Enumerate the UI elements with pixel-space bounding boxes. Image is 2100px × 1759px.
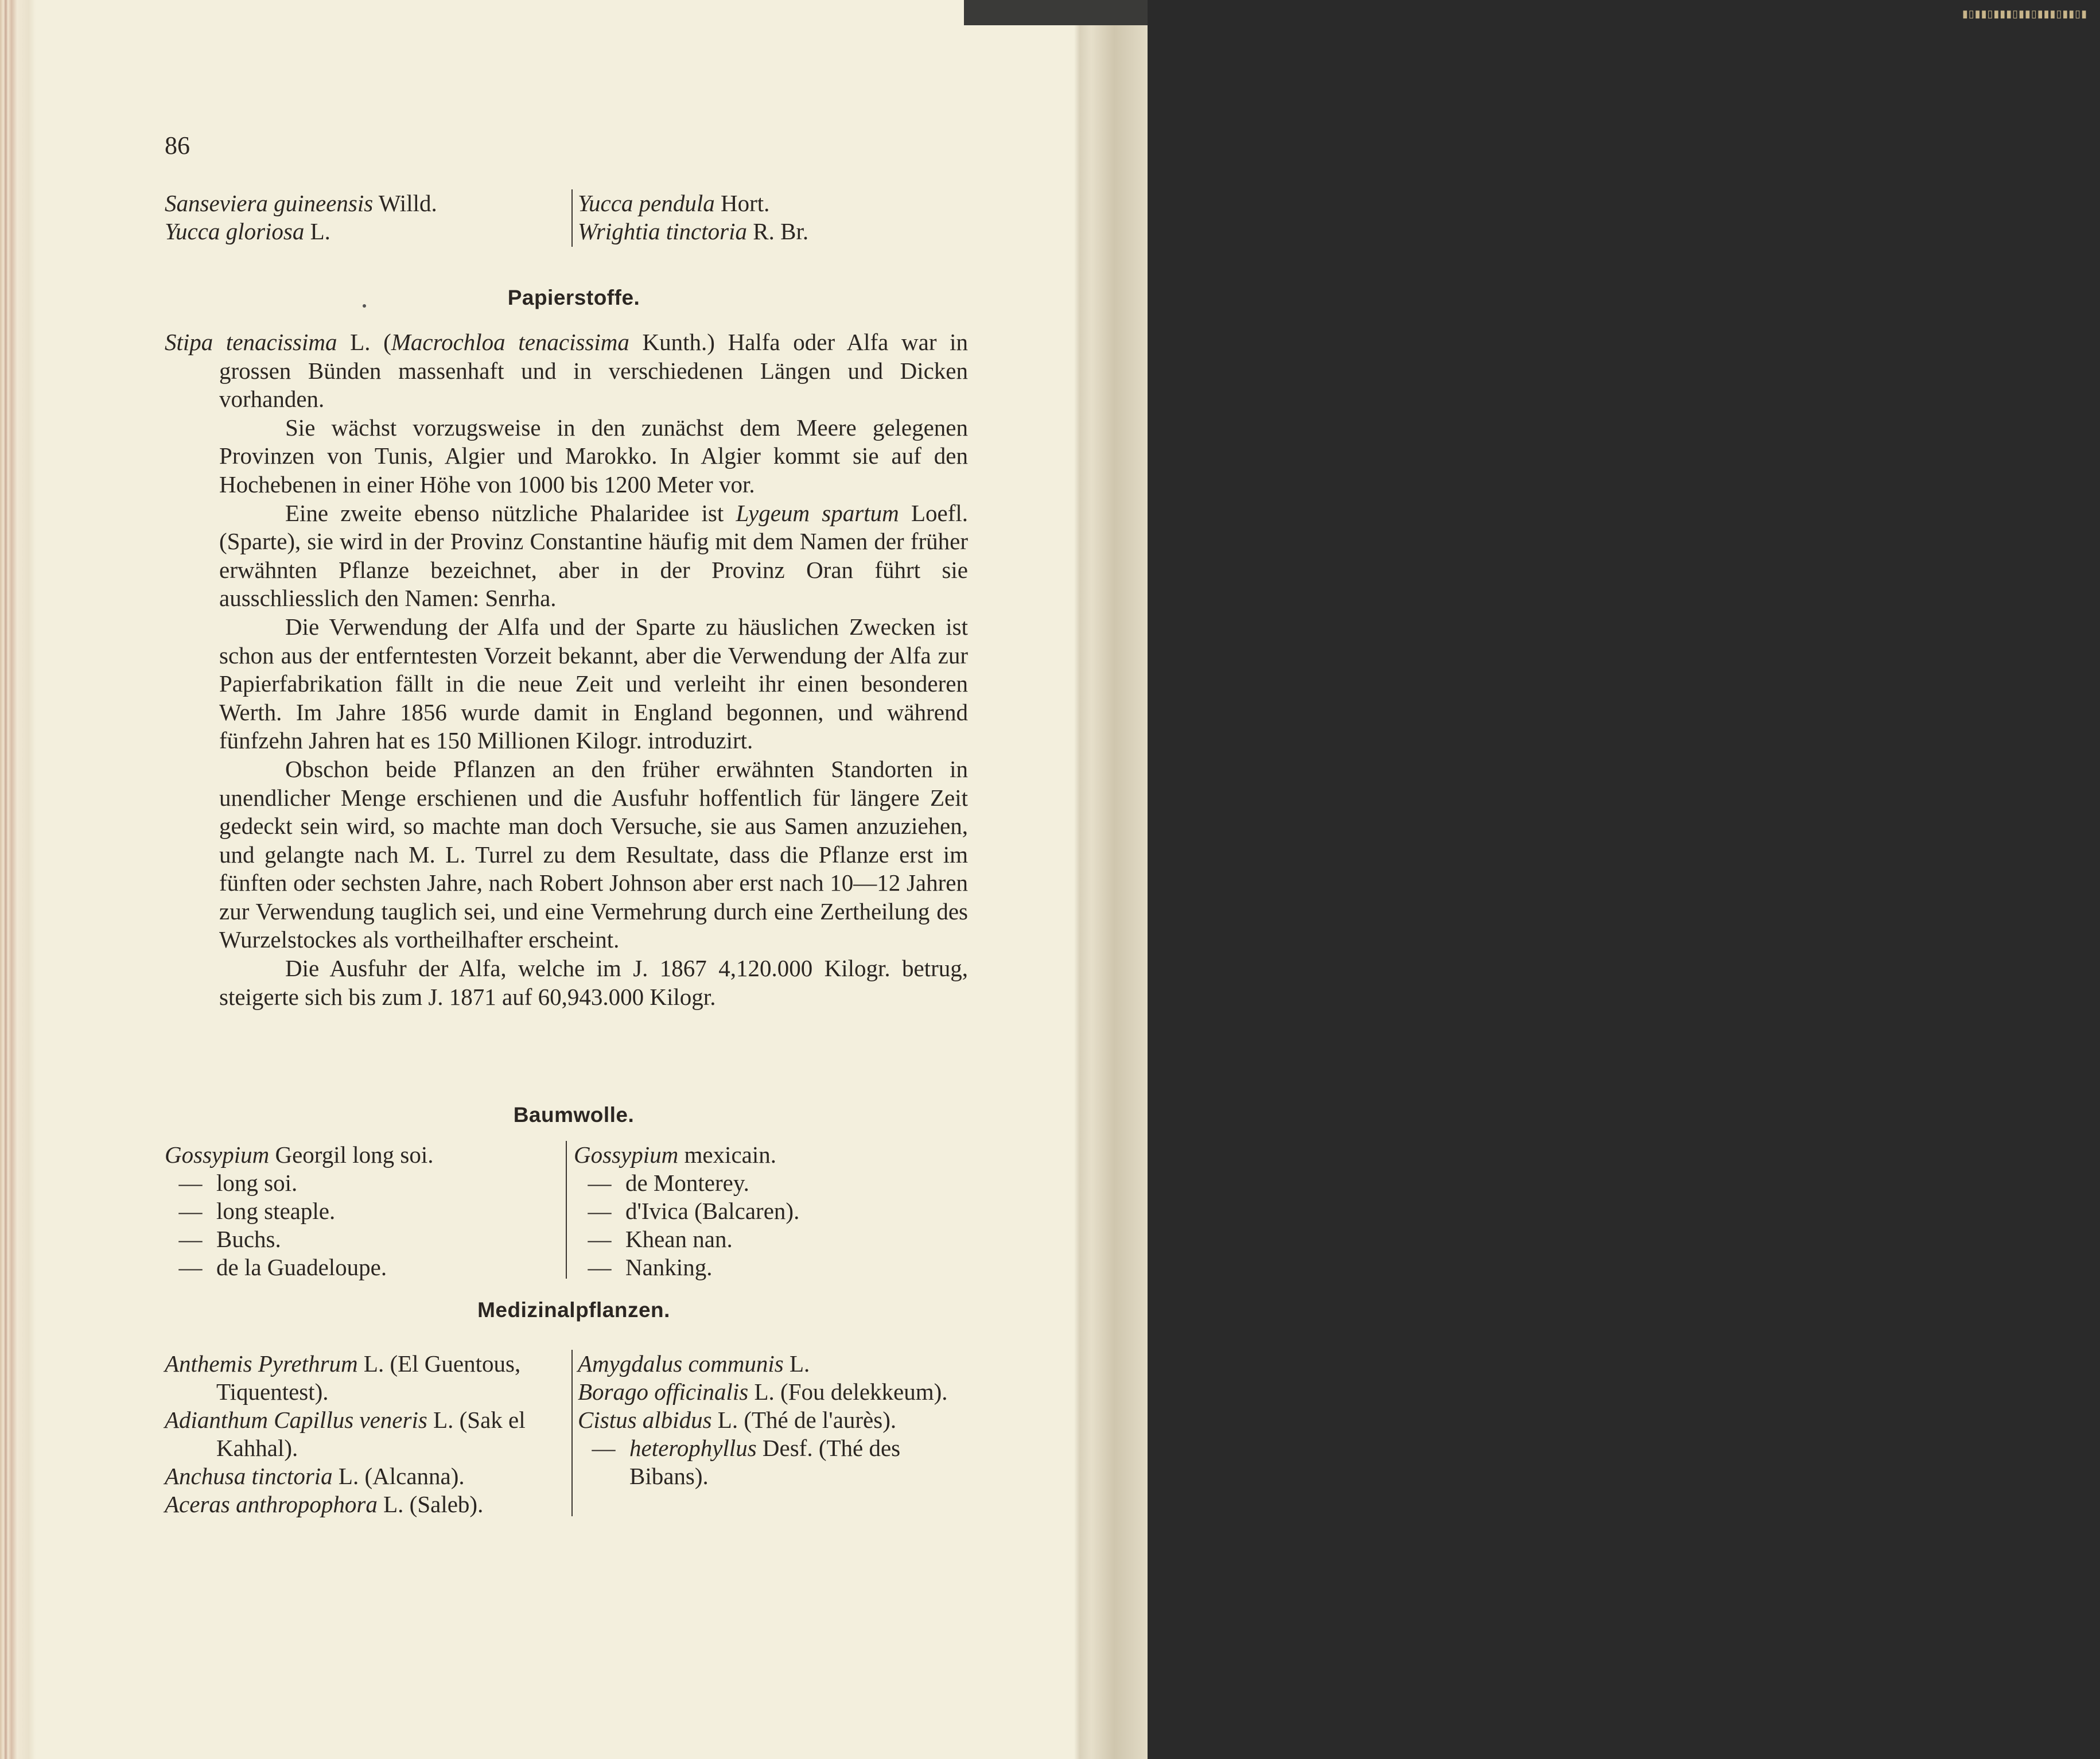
list-item: Anchusa tinctoria L. (Alcanna).	[165, 1463, 465, 1489]
paragraph: Die Ausfuhr der Alfa, welche im J. 1867 4,120.000 Kilogr. betrug, steigerte sich bis zum J. 1871 auf 60,943.000 Kilogr.	[219, 955, 968, 1010]
list-item: — de la Guadeloupe.	[178, 1254, 387, 1280]
paragraph: Eine zweite ebenso nützliche Phalaridee ist Lygeum spartum Loefl. (Sparte), sie wird in der Provinz Constantine häufig mit dem Namen der früher erwähnten Pflanze bezeichnet, aber in der Provinz Oran führt sie ausschliesslich den Namen: Senrha.	[219, 499, 968, 612]
list-item: Anthemis Pyrethrum L. (El Guentous, Tiquentest).	[165, 1350, 521, 1405]
list-item: — de Monterey.	[588, 1170, 749, 1196]
page-stack-edge	[0, 0, 36, 1759]
column-divider	[571, 1350, 573, 1516]
list-item: — Nanking.	[588, 1254, 713, 1280]
list-item: Wrightia tinctoria R. Br.	[578, 218, 809, 244]
list-item: Yucca pendula Hort.	[578, 190, 770, 216]
papierstoffe-text	[165, 328, 968, 1011]
book-cover-strip	[964, 0, 2088, 25]
paragraph: Stipa tenacissima L. (Macrochloa tenacissima Kunth.) Halfa oder Alfa war in grossen Bünden massenhaft und in verschiedenen Längen und Dicken vorhanden.	[165, 329, 969, 413]
species-list-top-right	[578, 189, 979, 246]
list-item: Gossypium Georgil long soi.	[165, 1141, 434, 1168]
medizinal-list	[165, 1350, 1025, 1516]
list-item: — long steaple.	[178, 1198, 336, 1224]
paragraph: Obschon beide Pflanzen an den früher erwähnten Standorten in unendlicher Menge erschienen und die Ausfuhr hoffentlich für längere Zeit gedeckt sein wird, so machte man doch Versuche, sie aus Samen anzuziehen, und gelangte nach M. L. Turrel zu dem Resultate, dass die Pflanze erst im fünften oder sechsten Jahre, nach Robert Johnson aber erst nach 10—12 Jahren zur Verwendung tauglich sei, und eine Vermehrung durch eine Zertheilung des Wurzelstockes als vortheilhafter erscheint.	[219, 755, 968, 953]
paragraph: Sie wächst vorzugsweise in den zunächst dem Meere gelegenen Provinzen von Tunis, Algier und Marokko. In Algier kommt sie auf den Hochebenen in einer Höhe von 1000 bis 1200 Meter vor.	[219, 414, 968, 498]
list-item: — long soi.	[178, 1170, 298, 1196]
baumwolle-list	[165, 1141, 1025, 1279]
list-item: — heterophyllus Desf. (Thé des Bibans).	[592, 1435, 901, 1489]
section-heading-baumwolle: Baumwolle.	[513, 1103, 635, 1127]
section-heading-medizinalpflanzen: Medizinalpflanzen.	[477, 1298, 670, 1322]
baumwolle-list-left	[165, 1141, 561, 1282]
paragraph: Die Verwendung der Alfa und der Sparte zu häuslichen Zwecken ist schon aus der entferntesten Vorzeit bekannt, aber die Verwendung der Alfa zur Papierfabrikation fällt in die neue Zeit und verleiht ihr einen besonderen Werth. Im Jahre 1856 wurde damit in England begonnen, und während fünfzehn Jahren hat es 150 Millionen Kilogr. introduzirt.	[219, 613, 968, 754]
baumwolle-list-right	[574, 1141, 975, 1282]
column-divider	[566, 1141, 567, 1279]
medizinal-list-left	[165, 1350, 566, 1519]
list-item: Aceras anthropophora L. (Saleb).	[165, 1491, 484, 1517]
page-number: 86	[165, 131, 190, 160]
section-heading-papierstoffe: Papierstoffe.	[507, 286, 640, 309]
list-item: — Buchs.	[178, 1226, 281, 1252]
list-item: Borago officinalis L. (Fou delekkeum).	[578, 1379, 948, 1405]
list-item: Sanseviera guineensis Willd.	[165, 190, 437, 216]
medizinal-list-right	[578, 1350, 979, 1490]
list-item: Yucca gloriosa L.	[165, 218, 330, 244]
column-divider	[571, 189, 573, 247]
species-list-top-left	[165, 189, 566, 246]
list-item: Cistus albidus L. (Thé de l'aurès).	[578, 1407, 897, 1433]
species-list-top	[165, 189, 1025, 247]
list-item: — d'Ivica (Balcaren).	[588, 1198, 800, 1224]
list-item: Amygdalus communis L.	[578, 1350, 810, 1377]
list-item: — Khean nan.	[588, 1226, 733, 1252]
cover-ornament: ▮▯▮▮▯▮▮▮▯▮▮▯▮▮▮▯▮▮▯▮	[1962, 8, 2088, 20]
list-item: Gossypium mexicain.	[574, 1141, 776, 1168]
list-item: Adianthum Capillus veneris L. (Sak el Kahhal).	[165, 1407, 526, 1461]
